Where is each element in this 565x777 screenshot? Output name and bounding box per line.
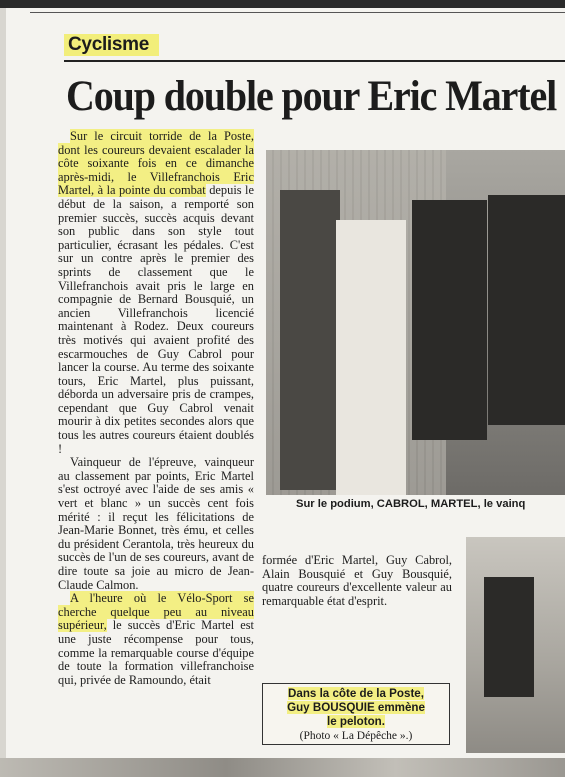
paragraph-3 — [58, 592, 254, 687]
cyclist-figure — [412, 200, 487, 440]
podium-photo — [266, 150, 565, 495]
headline: Coup double pour Eric Martel — [66, 73, 557, 120]
article-column-2 — [262, 554, 452, 608]
caption-text: le peloton. — [327, 715, 385, 728]
photo-caption: Sur le podium, CABROL, MARTEL, le vainq — [296, 498, 526, 510]
top-border — [0, 0, 565, 8]
bottom-photo-strip — [0, 758, 565, 777]
article-column-1 — [58, 130, 254, 687]
top-rule — [30, 12, 565, 13]
paragraph-text: formée d'Eric Martel, Guy Cabrol, Alain Bousquié et Guy Bousquié, quatre coureurs d'excellente valeur au remarquable état d'esprit. — [262, 553, 452, 608]
caption-text: Dans la côte de la Poste, — [288, 687, 424, 700]
person-figure — [280, 190, 340, 490]
cyclist-figure — [488, 195, 565, 425]
headline-rule — [64, 60, 565, 62]
race-photo — [466, 537, 565, 753]
paragraph-2: Vainqueur de l'épreuve, vainqueur au classement par points, Eric Martel s'est octroyé avec l'aide de ses amis « vert et blanc » un succès cent fois mérité : il reçut les félicitations de Jean-Marie Bonnet, très ému, et celles du président Cerantola, très heureux du succès de l'un de ses coureurs, avant de dire toute sa joie au micro de Jean-Claude Calmon. — [58, 455, 254, 592]
page-edge — [0, 8, 6, 777]
photo-credit: (Photo « La Dépêche ».) — [299, 730, 413, 742]
caption-line — [263, 687, 449, 701]
section-label: Cyclisme — [64, 34, 159, 56]
person-figure — [336, 220, 406, 495]
highlighted-text: Sur le circuit torride de la Poste, dont les coureurs devaient escalader la côte soixante fois en ce dimanche après-midi, le Villefranchois Eric Martel, à la pointe du combat — [58, 129, 254, 198]
caption-text: Guy BOUSQUIE emmène — [287, 701, 425, 714]
paragraph-1 — [58, 130, 254, 456]
caption-line — [263, 701, 449, 715]
paragraph-text: depuis le début de la saison, a remporté son premier succès, succès acquis devant son public dans son style tout particulier, écrasant les pédales. C'est sur un contre après le premier des sprints de classement que le Villefranchois avait pris le large en compagnie de Bernard Bousquié, un ancien Villefranchois licencié maintenant à Rodez. Deux coureurs très motivés qui avaient profité des escarmouches de Guy Cabrol pour lancer la course. Au terme des soixante tours, Eric Martel, plus puissant, déborda un adversaire pris de crampes, cependant que Guy Cabrol venait mourir à dix petites secondes alors que tous les autres coureurs étaient doublés ! — [58, 183, 254, 456]
photo-caption-box — [262, 683, 450, 745]
paragraph-text: le succès d'Eric Martel est une juste récompense pour tous, comme la remarquable course d'équipe de toute la formation villefranchoise qui, privée de Ramoundo, était — [58, 618, 254, 687]
caption-line — [263, 715, 449, 729]
highlighted-text: A l'heure où le Vélo-Sport se cherche quelque peu au niveau supérieur, — [58, 591, 254, 633]
cyclist-figure — [484, 577, 534, 697]
